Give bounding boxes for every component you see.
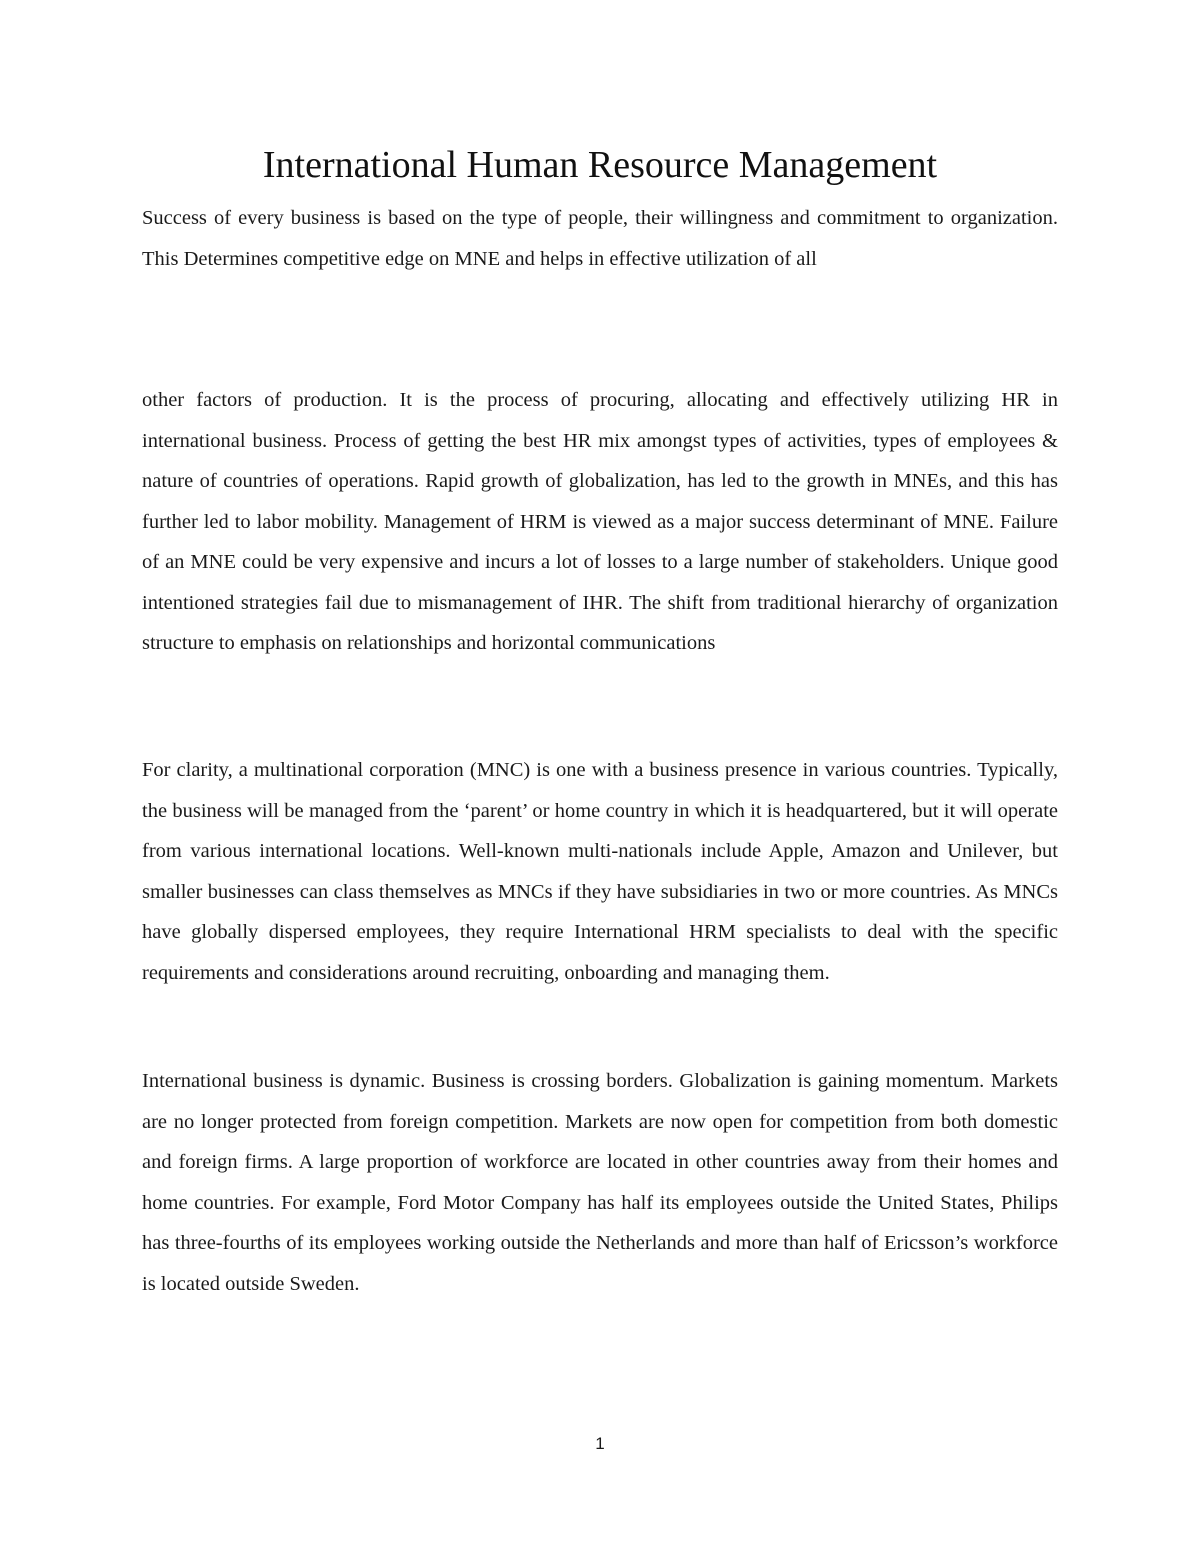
paragraph-hr-process: other factors of production. It is the process of procuring, allocating and effectively utilizing HR in international business. Process of getting the best HR mix amongst types of activities, types of employees & nature of countries of operations. Rapid growth of globalization, has led to the growth in MNEs, and this has further led to labor mobility. Management of HRM is viewed as a major success determinant of MNE. Failure of an MNE could be very expensive and incurs a lot of losses to a large number of stakeholders. Unique good intentioned strategies fail due to mismanagement of IHR. The shift from traditional hierarchy of organization structure to emphasis on relationships and horizontal communications	[142, 389, 1058, 654]
paragraph-mnc-definition: For clarity, a multinational corporation (MNC) is one with a business presence in various countries. Typically, the business will be managed from the ‘parent’ or home country in which it is headquartered, but it will operate from various international locations. Well-known multi-nationals include Apple, Amazon and Unilever, but smaller businesses can class themselves as MNCs if they have subsidiaries in two or more countries. As MNCs have globally dispersed employees, they require International HRM specialists to deal with the specific requirements and considerations around recruiting, onboarding and managing them.	[142, 759, 1058, 984]
document-title: International Human Resource Management	[262, 144, 938, 186]
page-number: 1	[595, 1434, 605, 1453]
paragraph-international-business: International business is dynamic. Business is crossing borders. Globalization is gaining momentum. Markets are no longer protected from foreign competition. Markets are now open for competition from both domestic and foreign firms. A large proportion of workforce are located in other countries away from their homes and home countries. For example, Ford Motor Company has half its employees outside the United States, Philips has three-fourths of its employees working outside the Netherlands and more than half of Ericsson’s workforce is located outside Sweden.	[142, 1070, 1058, 1295]
paragraph-intro: Success of every business is based on the type of people, their willingness and commitment to organization. This Determines competitive edge on MNE and helps in effective utilization of all	[142, 207, 1058, 270]
